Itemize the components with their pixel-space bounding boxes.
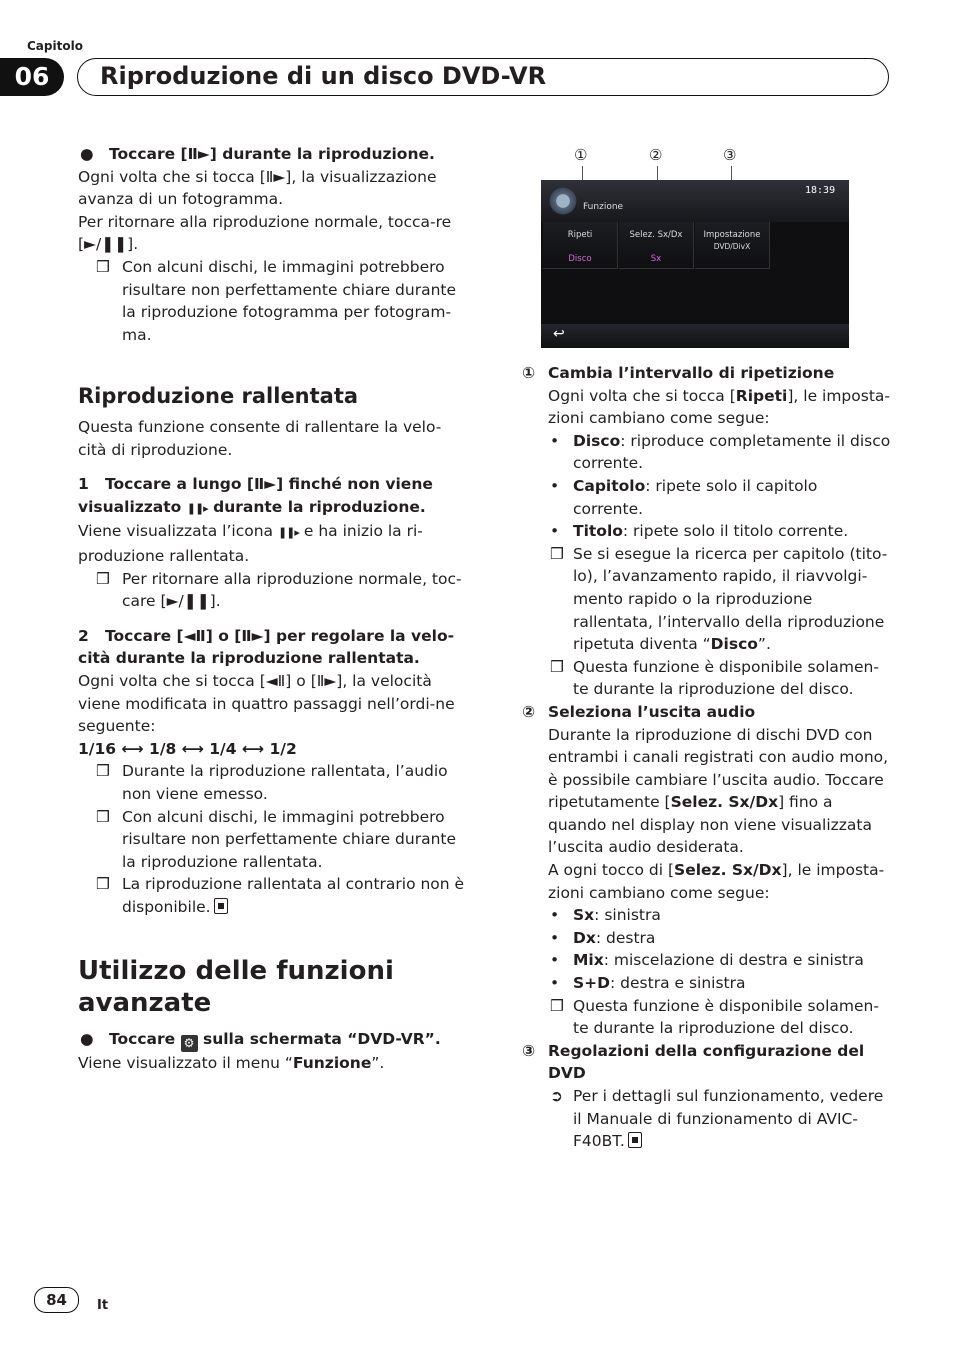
chapter-label: Capitolo — [27, 39, 83, 53]
bullet-desc: : ripete solo il titolo corrente. — [622, 522, 849, 541]
frame-step-body-2: Per ritornare alla riproduzione normale, tocca-re [►/❚❚]. — [78, 212, 452, 254]
item2-body2-a: A ogni tocco di [ — [548, 861, 675, 880]
slow-intro: Questa funzione consente di rallentare la velo-cità di riproduzione. — [78, 418, 442, 459]
bullet-marker: ● — [80, 145, 94, 163]
step1-title-a: Toccare a lungo [Ⅱ►] finché non viene visualizzato — [78, 475, 433, 516]
dvd-settings-button[interactable] — [695, 222, 770, 269]
note-marker: ❒ — [96, 762, 110, 781]
chapter-title: Riproduzione di un disco DVD-VR — [100, 62, 547, 90]
section-heading-advanced: Utilizzo delle funzioni avanzate — [78, 956, 394, 1018]
bullet-term: Sx — [573, 906, 595, 925]
dvd-settings-button-label: Impostazione — [703, 230, 761, 240]
callout-2: ② — [649, 146, 663, 164]
bullet-dot: • — [550, 974, 560, 993]
frame-advance-section — [78, 143, 466, 346]
back-icon[interactable]: ↩ — [553, 326, 565, 342]
step-number: 1 — [78, 475, 89, 494]
clock: 18:39 — [805, 185, 836, 196]
repeat-button-value: Disco — [568, 254, 592, 264]
item-number: ② — [522, 702, 536, 721]
item1-intro-b: ], le imposta-zioni cambiano come segue: — [548, 386, 891, 428]
step2-note-1: Durante la riproduzione rallentata, l’audio non viene emesso. — [122, 762, 448, 803]
callout-3: ③ — [723, 146, 737, 164]
frame-step-title: Toccare [Ⅱ►] durante la riproduzione. — [109, 145, 435, 163]
frame-step-body-1: Ogni volta che si tocca [Ⅱ►], la visualizzazione avanza di un fotogramma. — [78, 167, 437, 209]
step2-note-3: La riproduzione rallentata al contrario non è disponibile. — [122, 875, 465, 916]
language-code: It — [97, 1298, 109, 1313]
bullet-desc: : riproduce completamente il disco corrente. — [573, 431, 891, 473]
repeat-button[interactable] — [543, 222, 618, 269]
bullet-term: S+D — [573, 974, 611, 993]
repeat-button-label: Ripeti — [567, 230, 593, 240]
item1-note-2: Questa funzione è disponibile solamen-te durante la riproduzione del disco. — [573, 657, 879, 699]
step1-body-a: Viene visualizzata l’icona — [78, 522, 274, 541]
note-marker: ❒ — [96, 807, 110, 826]
slow-playback-section — [78, 416, 466, 918]
item1-note-1-bold: Disco — [710, 635, 758, 654]
slow-motion-icon: ❚❚▸ — [277, 526, 299, 540]
step2-body: Ogni volta che si tocca [◄Ⅱ] o [Ⅱ►], la velocità viene modificata in quattro passaggi nell’ordi-ne seguente: — [78, 671, 455, 736]
end-mark-icon — [214, 898, 228, 914]
reference-marker: ➲ — [550, 1087, 563, 1105]
step1-note: Per ritornare alla riproduzione normale, toc-care [►/❚❚]. — [122, 569, 462, 611]
note-marker: ❒ — [96, 875, 110, 894]
step1-title-b: durante la riproduzione. — [213, 497, 426, 516]
note-marker: ❒ — [96, 569, 110, 588]
screen-bottom-bar — [541, 324, 849, 348]
callout-1: ① — [574, 146, 588, 164]
bullet-dot: • — [550, 906, 560, 925]
bullet-marker: ● — [80, 1030, 94, 1048]
audio-select-button-value: Sx — [650, 254, 662, 264]
chapter-number: 06 — [0, 58, 64, 96]
adv-body-a: Viene visualizzato il menu “ — [78, 1054, 293, 1072]
note-marker: ❒ — [550, 544, 564, 563]
item1-note-1-a: Se si esegue la ricerca per capitolo (tito-lo), l’avanzamento rapido, il riavvolgi-mento rapido o la riproduzione rallentata, l’intervallo della riproduzione ripetuta diventa “ — [573, 544, 888, 654]
item2-note: Questa funzione è disponibile solamen-te durante la riproduzione del disco. — [573, 996, 879, 1038]
bullet-term: Dx — [573, 928, 596, 947]
note-marker: ❒ — [550, 657, 564, 676]
menu-title: Funzione — [583, 202, 624, 212]
bullet-desc: : destra — [595, 928, 656, 947]
item2-body2-bold: Selez. Sx/Dx — [674, 861, 782, 880]
item2-body-b: ] fino a quando nel display non viene visualizzata l’uscita audio desiderata. — [548, 793, 872, 857]
bullet-dot: • — [550, 476, 560, 495]
bullet-term: Titolo — [573, 522, 623, 541]
frame-step-note: Con alcuni dischi, le immagini potrebbero risultare non perfettamente chiare durante la riproduzione fotogramma per fotogram-ma. — [122, 257, 457, 344]
advanced-section — [78, 1028, 466, 1075]
adv-title-a: Toccare — [109, 1030, 176, 1048]
audio-select-button[interactable] — [619, 222, 694, 269]
dvd-settings-button-sub: DVD/DivX — [713, 242, 751, 251]
item3-reference: Per i dettagli sul funzionamento, vedere il Manuale di funzionamento di AVIC-F40BT. — [573, 1087, 884, 1151]
adv-body-bold: Funzione — [292, 1054, 372, 1072]
item1-intro-a: Ogni volta che si tocca [ — [548, 386, 736, 405]
step2-title: Toccare [◄Ⅱ] o [Ⅱ►] per regolare la velo-cità durante la riproduzione rallentata. — [78, 626, 455, 668]
note-marker: ❒ — [96, 257, 110, 276]
bullet-term: Capitolo — [573, 476, 646, 495]
end-mark-icon — [628, 1132, 642, 1148]
page-number: 84 — [34, 1287, 79, 1313]
note-marker: ❒ — [550, 996, 564, 1015]
item2-body2-b: ], le imposta-zioni cambiano come segue: — [548, 861, 885, 902]
bullet-desc: : destra e sinistra — [610, 974, 746, 993]
item-number: ① — [522, 364, 536, 382]
screen-top-bar — [541, 180, 849, 222]
adv-body-b: ”. — [371, 1054, 385, 1072]
item2-title: Seleziona l’uscita audio — [548, 702, 756, 721]
item2-body-a: Durante la riproduzione di dischi DVD con entrambi i canali registrati con audio mono, è possibile cambiare l’uscita audio. Toccare ripetutamente [ — [548, 725, 889, 812]
bullet-dot: • — [550, 951, 560, 970]
slow-motion-icon: ❚❚▸ — [186, 501, 208, 515]
settings-icon — [547, 186, 579, 216]
bullet-desc: : sinistra — [594, 906, 661, 925]
device-screen — [541, 180, 849, 348]
bullet-dot: • — [550, 928, 560, 947]
step2-note-2: Con alcuni dischi, le immagini potrebbero risultare non perfettamente chiare durante la riproduzione rallentata. — [122, 807, 457, 871]
item1-note-1-b: ”. — [757, 635, 771, 654]
item3-title: Regolazioni della configurazione del DVD — [548, 1041, 865, 1083]
bullet-dot: • — [550, 522, 560, 541]
bullet-term: Disco — [573, 431, 621, 450]
speed-sequence: 1/16 ⟷ 1/8 ⟷ 1/4 ⟷ 1/2 — [78, 739, 297, 758]
step-number: 2 — [78, 626, 89, 645]
bullet-desc: : miscelazione di destra e sinistra — [603, 951, 864, 970]
audio-select-button-label: Selez. Sx/Dx — [629, 230, 683, 240]
bullet-dot: • — [550, 431, 560, 450]
item2-body-bold: Selez. Sx/Dx — [670, 793, 779, 812]
bullet-desc: : ripete solo il capitolo corrente. — [573, 476, 818, 518]
item1-intro-bold: Ripeti — [735, 386, 788, 405]
settings-icon: ⚙ — [181, 1035, 198, 1052]
section-heading-slow: Riproduzione rallentata — [78, 384, 359, 408]
item-number: ③ — [522, 1041, 536, 1060]
bullet-term: Mix — [573, 951, 604, 970]
adv-title-b: sulla schermata “DVD-VR”. — [202, 1030, 441, 1048]
item1-title: Cambia l’intervallo di ripetizione — [548, 364, 835, 382]
step1-body-b: e ha inizio la ri-produzione rallentata. — [78, 522, 423, 565]
function-description — [520, 362, 892, 1153]
